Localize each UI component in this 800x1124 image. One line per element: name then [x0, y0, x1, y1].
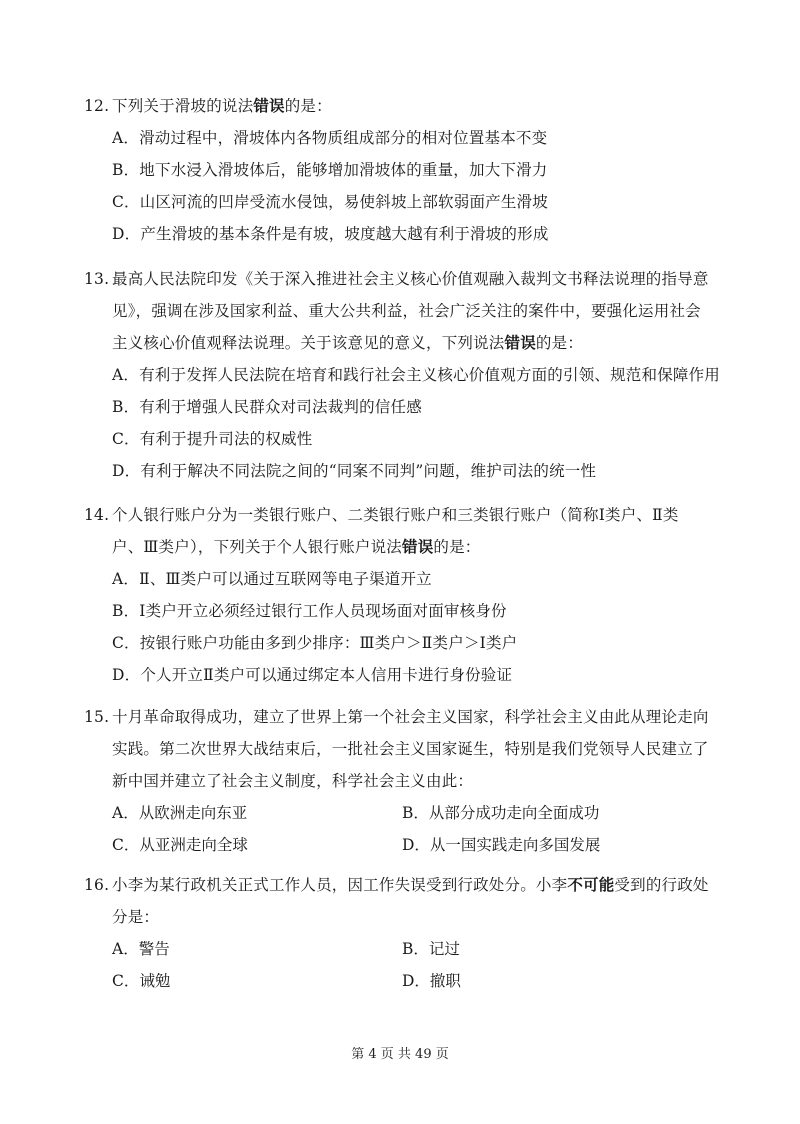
stem-text: 的是： [535, 334, 584, 352]
option-d: D．从一国实践走向多国发展 [402, 836, 601, 854]
option-row-1 [84, 933, 724, 965]
question-14-stem-line-2 [84, 531, 724, 563]
question-13-stem-line-3 [84, 327, 724, 359]
question-12 [84, 90, 724, 250]
question-13 [84, 263, 724, 487]
stem-emphasis: 不可能 [567, 875, 615, 894]
option-b: B．有利于增强人民群众对司法裁判的信任感 [112, 398, 422, 416]
stem-emphasis: 错误 [253, 96, 285, 115]
option-c: C．按银行账户功能由多到少排序：Ⅲ类户＞Ⅱ类户＞Ⅰ类户 [112, 634, 518, 652]
option-b: B．从部分成功走向全面成功 [402, 804, 600, 822]
option-a: A．有利于发挥人民法院在培育和践行社会主义核心价值观方面的引领、规范和保障作用 [112, 366, 720, 384]
question-14-stem-line-1 [84, 499, 724, 531]
question-16-stem-line-2: 分是： [112, 908, 160, 926]
option-d: D．个人开立Ⅱ类户可以通过绑定本人信用卡进行身份验证 [112, 666, 513, 684]
question-number: 16. [84, 876, 110, 894]
stem-text: 受到的行政处 [614, 876, 709, 894]
stem-text: 主义核心价值观释法说理。关于该意见的意义，下列说法 [112, 334, 505, 352]
stem-text: 下列关于滑坡的说法 [112, 97, 254, 115]
stem-emphasis: 错误 [504, 333, 536, 352]
question-15 [84, 701, 724, 861]
option-row-1 [84, 797, 724, 829]
option-b: B．地下水浸入滑坡体后，能够增加滑坡体的重量，加大下滑力 [112, 161, 548, 179]
option-a: A．Ⅱ、Ⅲ类户可以通过互联网等电子渠道开立 [112, 570, 432, 588]
stem-text: 最高人民法院印发《关于深入推进社会主义核心价值观融入裁判文书释法说理的指导意 [112, 270, 709, 288]
stem-text: 的是： [284, 97, 332, 115]
option-a: A．从欧洲走向东亚 [112, 804, 248, 822]
page-footer: 第 4 页 共 49 页 [351, 1047, 449, 1062]
stem-emphasis: 错误 [402, 537, 434, 556]
stem-text: 户、Ⅲ类户），下列关于个人银行账户说法 [112, 538, 402, 556]
stem-text: 的是： [433, 538, 481, 556]
option-row-2 [84, 829, 724, 861]
option-c: C．有利于提升司法的权威性 [112, 430, 313, 448]
question-15-stem-line-3: 新中国并建立了社会主义制度，科学社会主义由此： [112, 772, 474, 790]
question-13-stem-line-1 [84, 263, 724, 295]
option-c: C．山区河流的凹岸受流水侵蚀，易使斜坡上部软弱面产生滑坡 [112, 193, 548, 211]
question-16-stem-line-1 [84, 869, 724, 901]
question-13-stem-line-2: 见》，强调在涉及国家利益、重大公共利益，社会广泛关注的案件中，要强化运用社会 [112, 302, 701, 320]
option-c: C．从亚洲走向全球 [112, 836, 248, 854]
question-number: 13. [84, 270, 110, 288]
stem-text: 小李为某行政机关正式工作人员，因工作失误受到行政处分。小李 [112, 876, 568, 894]
question-16 [84, 869, 724, 997]
option-d: D．撤职 [402, 972, 461, 990]
option-a: A．警告 [112, 940, 170, 958]
option-row-2 [84, 965, 724, 997]
question-12-stem [84, 90, 724, 122]
stem-text: 十月革命取得成功，建立了世界上第一个社会主义国家，科学社会主义由此从理论走向 [112, 708, 709, 726]
option-b: B．Ⅰ类户开立必须经过银行工作人员现场面对面审核身份 [112, 602, 507, 620]
option-d: D．有利于解决不同法院之间的“同案不同判”问题，维护司法的统一性 [112, 462, 597, 480]
question-14 [84, 499, 724, 691]
question-number: 12. [84, 97, 110, 115]
option-b: B．记过 [402, 940, 460, 958]
question-15-stem-line-1 [84, 701, 724, 733]
option-c: C．诫勉 [112, 972, 171, 990]
option-a: A．滑动过程中，滑坡体内各物质组成部分的相对位置基本不变 [112, 129, 548, 147]
option-d: D．产生滑坡的基本条件是有坡，坡度越大越有利于滑坡的形成 [112, 225, 549, 243]
question-number: 15. [84, 708, 110, 726]
stem-text: 个人银行账户分为一类银行账户、二类银行账户和三类银行账户（简称Ⅰ类户、Ⅱ类 [112, 506, 679, 524]
question-number: 14. [84, 506, 110, 524]
question-15-stem-line-2: 实践。第二次世界大战结束后，一批社会主义国家诞生，特别是我们党领导人民建立了 [112, 740, 709, 758]
